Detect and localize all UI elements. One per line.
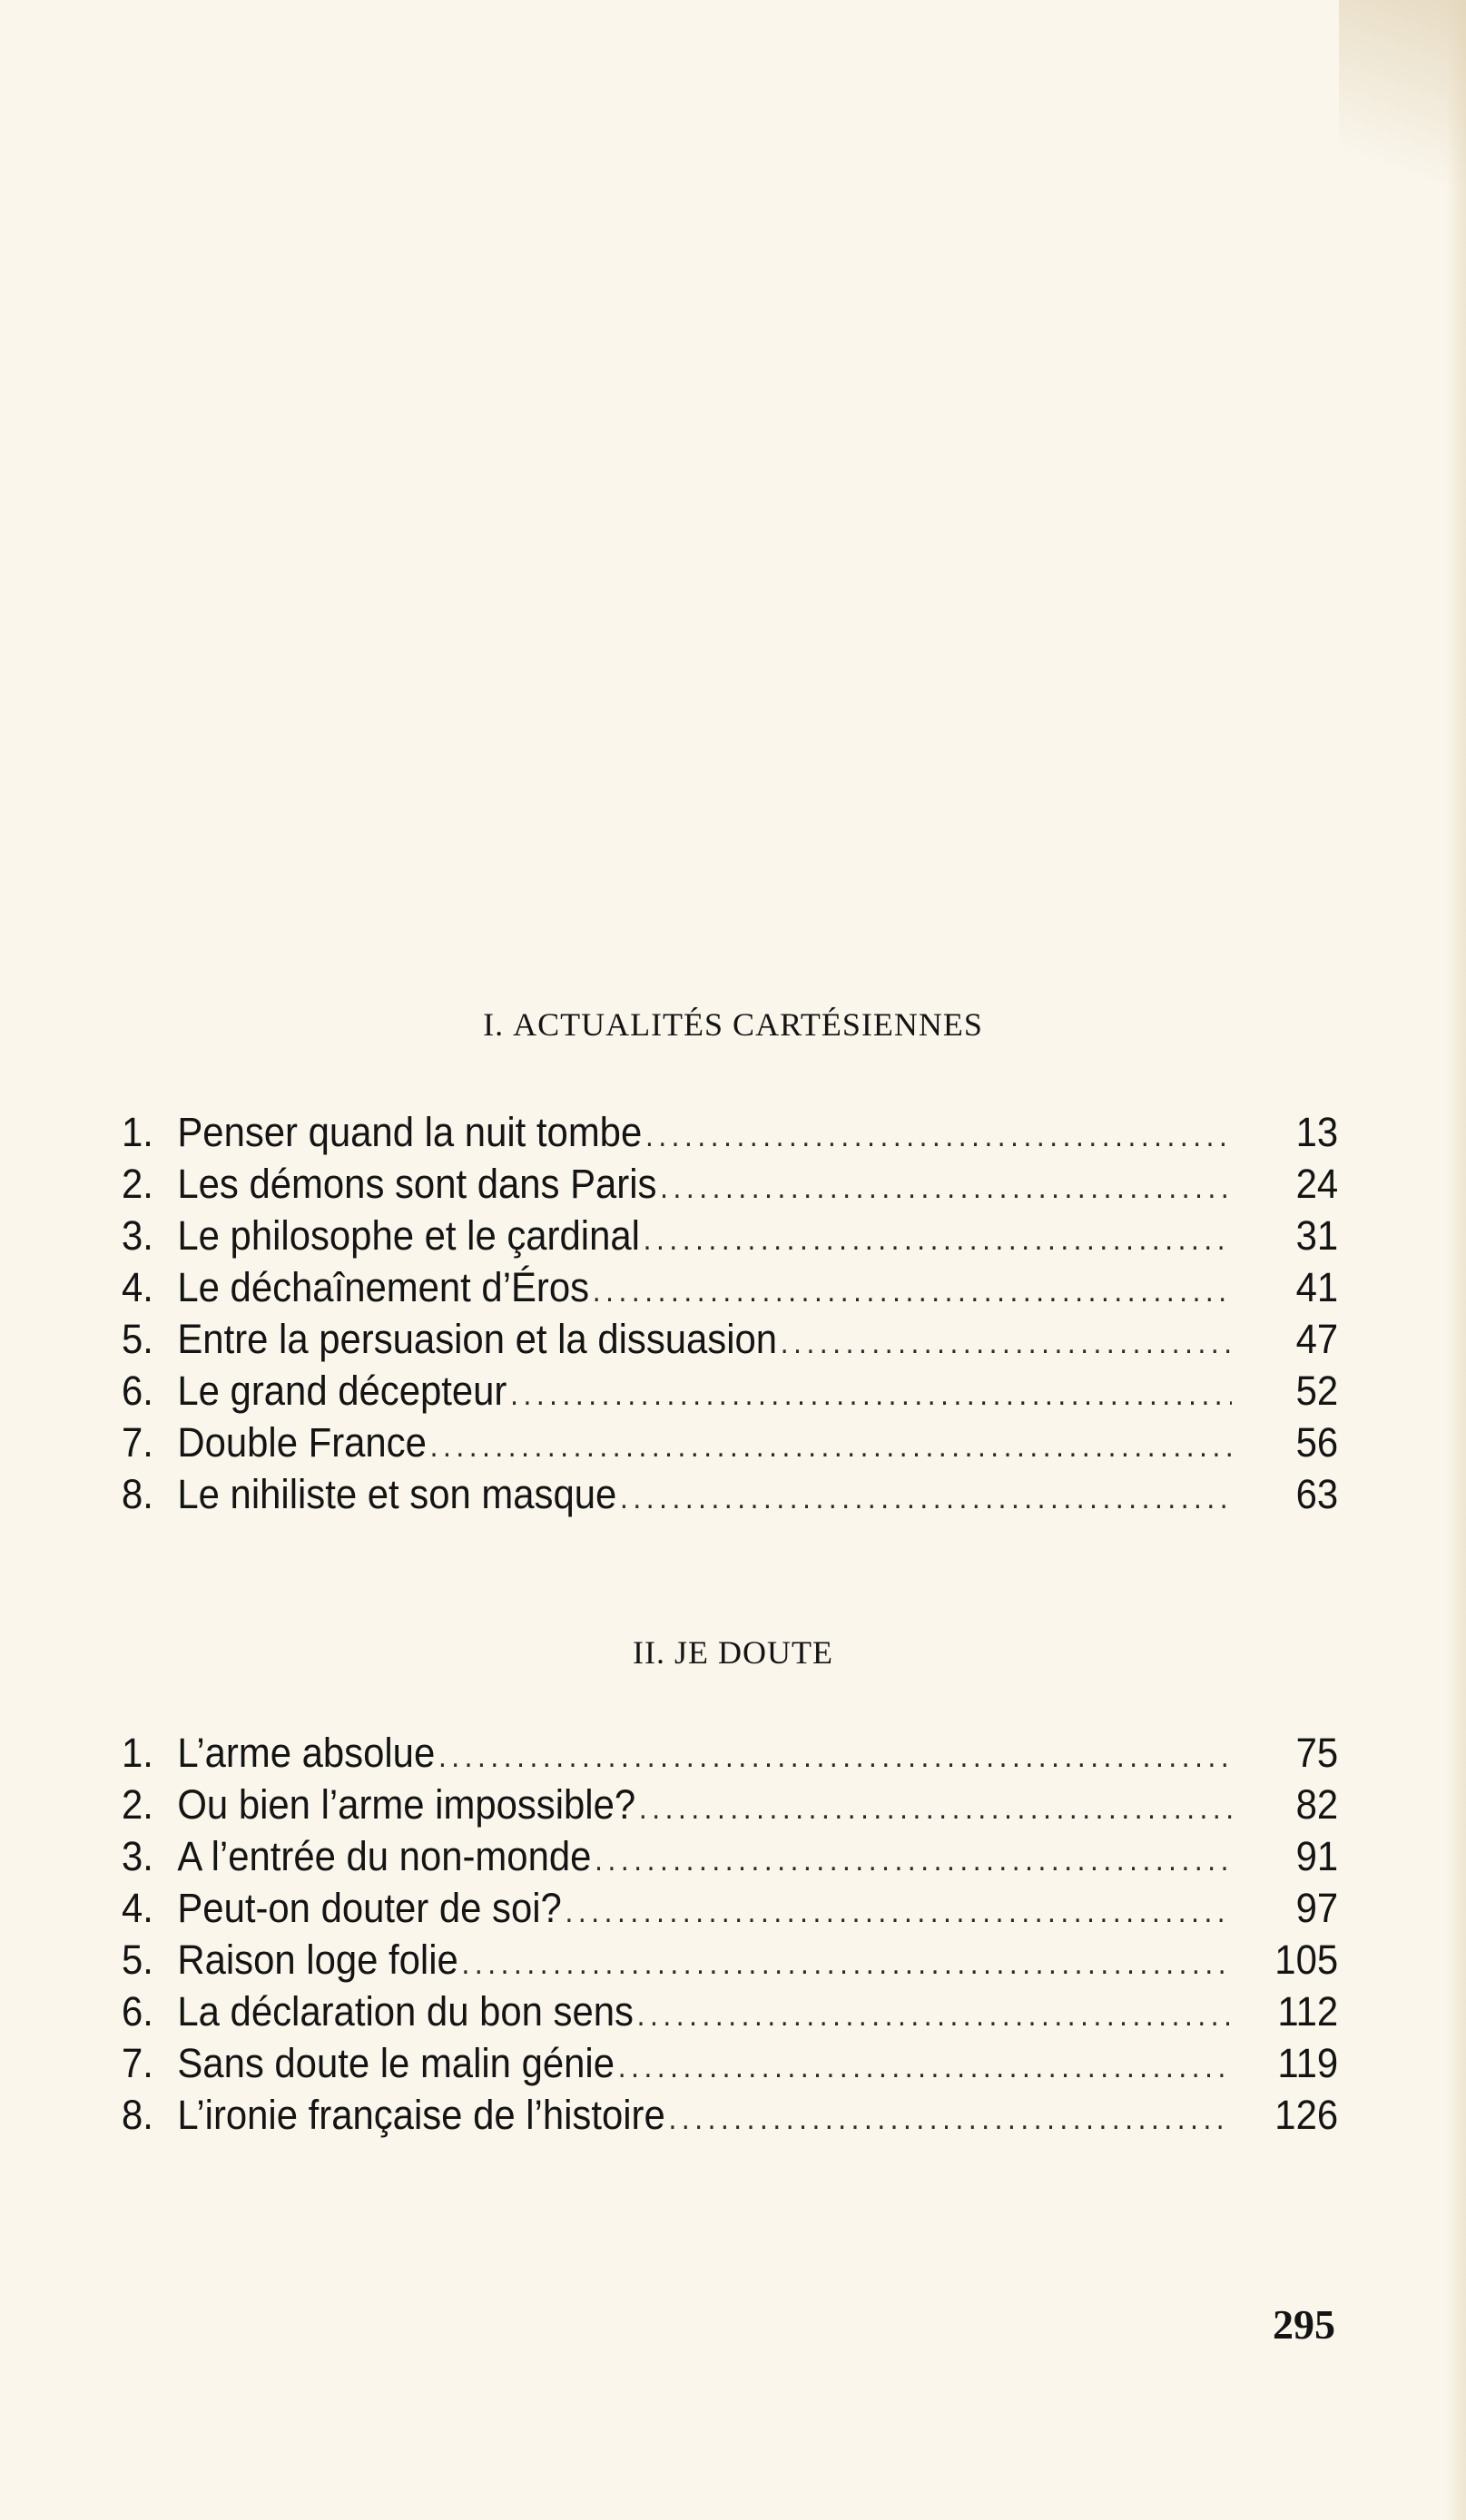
section-number: I.: [483, 1006, 505, 1043]
entry-number: 7.: [122, 1419, 153, 1466]
toc-entry[interactable]: [122, 1830, 1338, 1882]
entry-number: 8.: [122, 2092, 153, 2138]
entry-number: 1.: [122, 1109, 153, 1155]
entry-number: 6.: [122, 1988, 153, 2035]
entry-title: Sans doute le malin génie: [177, 2040, 615, 2086]
toc-entry[interactable]: [122, 2089, 1338, 2141]
entry-title: L’ironie française de l’histoire: [177, 2092, 665, 2138]
entry-title: Raison loge folie: [177, 1937, 458, 1983]
dot-leader: [438, 1731, 1232, 1783]
toc-list: [122, 1106, 1338, 1520]
entry-title: Entre la persuasion et la dissuasion: [177, 1316, 778, 1362]
dot-leader: [510, 1369, 1232, 1421]
entry-page: 82: [1295, 1781, 1339, 1828]
toc-entry[interactable]: [122, 1468, 1338, 1520]
entry-number: 8.: [122, 1471, 153, 1517]
entry-page: 52: [1295, 1368, 1339, 1414]
entry-title: Penser quand la nuit tombe: [177, 1109, 643, 1155]
entry-page: 97: [1295, 1885, 1339, 1931]
entry-page: 13: [1295, 1109, 1339, 1155]
dot-leader: [618, 2042, 1232, 2093]
entry-title: Le grand décepteur: [177, 1368, 507, 1414]
toc-entry[interactable]: [122, 1261, 1338, 1313]
entry-page: 47: [1295, 1316, 1339, 1362]
entry-number: 3.: [122, 1833, 153, 1879]
entry-page: 119: [1277, 2040, 1339, 2086]
dot-leader: [660, 1162, 1232, 1214]
entry-page: 56: [1295, 1419, 1339, 1466]
toc-entry[interactable]: [122, 2037, 1338, 2089]
toc-entry[interactable]: [122, 1365, 1338, 1417]
section-title: ACTUALITÉS CARTÉSIENNES: [513, 1006, 983, 1043]
entry-number: 2.: [122, 1781, 153, 1828]
toc-entry[interactable]: [122, 1779, 1338, 1830]
toc-entry[interactable]: [122, 1158, 1338, 1210]
entry-number: 6.: [122, 1368, 153, 1414]
entry-title: Le nihiliste et son masque: [177, 1471, 617, 1517]
paper-stain: [1339, 0, 1466, 236]
page-number: 295: [1273, 2301, 1335, 2348]
toc-list: [122, 1727, 1338, 2141]
entry-title: Les démons sont dans Paris: [177, 1161, 657, 1207]
section-heading: [0, 1633, 1466, 1672]
entry-title: La déclaration du bon sens: [177, 1988, 634, 2035]
toc-entry[interactable]: [122, 1210, 1338, 1261]
dot-leader: [430, 1421, 1232, 1473]
section-heading: [0, 1005, 1466, 1044]
dot-leader: [637, 1990, 1232, 2042]
entry-page: 63: [1295, 1471, 1339, 1517]
toc-entry[interactable]: [122, 1417, 1338, 1468]
entry-number: 5.: [122, 1316, 153, 1362]
entry-title: Double France: [177, 1419, 427, 1466]
entry-page: 126: [1274, 2092, 1339, 2138]
dot-leader: [620, 1473, 1232, 1525]
toc-entry[interactable]: [122, 1106, 1338, 1158]
section-number: II.: [633, 1634, 665, 1671]
entry-number: 4.: [122, 1885, 153, 1931]
entry-number: 2.: [122, 1161, 153, 1207]
toc-entry[interactable]: [122, 1986, 1338, 2037]
entry-page: 41: [1295, 1264, 1339, 1310]
entry-title: Peut-on douter de soi?: [177, 1885, 562, 1931]
entry-title: Le philosophe et le çardinal: [177, 1212, 640, 1259]
entry-title: L’arme absolue: [177, 1730, 436, 1776]
entry-number: 1.: [122, 1730, 153, 1776]
entry-title: Ou bien l’arme impossible?: [177, 1781, 636, 1828]
dot-leader: [639, 1783, 1232, 1835]
dot-leader: [668, 2093, 1231, 2145]
page-edge-shadow: [1446, 0, 1466, 2520]
entry-number: 7.: [122, 2040, 153, 2086]
toc-entry[interactable]: [122, 1313, 1338, 1365]
toc-entry[interactable]: [122, 1727, 1338, 1779]
dot-leader: [645, 1111, 1232, 1162]
dot-leader: [593, 1266, 1232, 1318]
dot-leader: [462, 1938, 1232, 1990]
dot-leader: [781, 1318, 1232, 1369]
entry-title: A l’entrée du non-monde: [177, 1833, 592, 1879]
entry-page: 31: [1295, 1212, 1339, 1259]
entry-number: 4.: [122, 1264, 153, 1310]
dot-leader: [566, 1887, 1232, 1938]
toc-entry[interactable]: [122, 1934, 1338, 1986]
toc-entry[interactable]: [122, 1882, 1338, 1934]
entry-title: Le déchaînement d’Éros: [177, 1264, 590, 1310]
entry-page: 24: [1295, 1161, 1339, 1207]
entry-page: 75: [1295, 1730, 1339, 1776]
entry-number: 5.: [122, 1937, 153, 1983]
entry-number: 3.: [122, 1212, 153, 1259]
entry-page: 91: [1295, 1833, 1339, 1879]
section-title: JE DOUTE: [674, 1634, 833, 1671]
dot-leader: [644, 1214, 1232, 1266]
entry-page: 112: [1277, 1988, 1339, 2035]
entry-page: 105: [1274, 1937, 1339, 1983]
dot-leader: [595, 1835, 1232, 1887]
